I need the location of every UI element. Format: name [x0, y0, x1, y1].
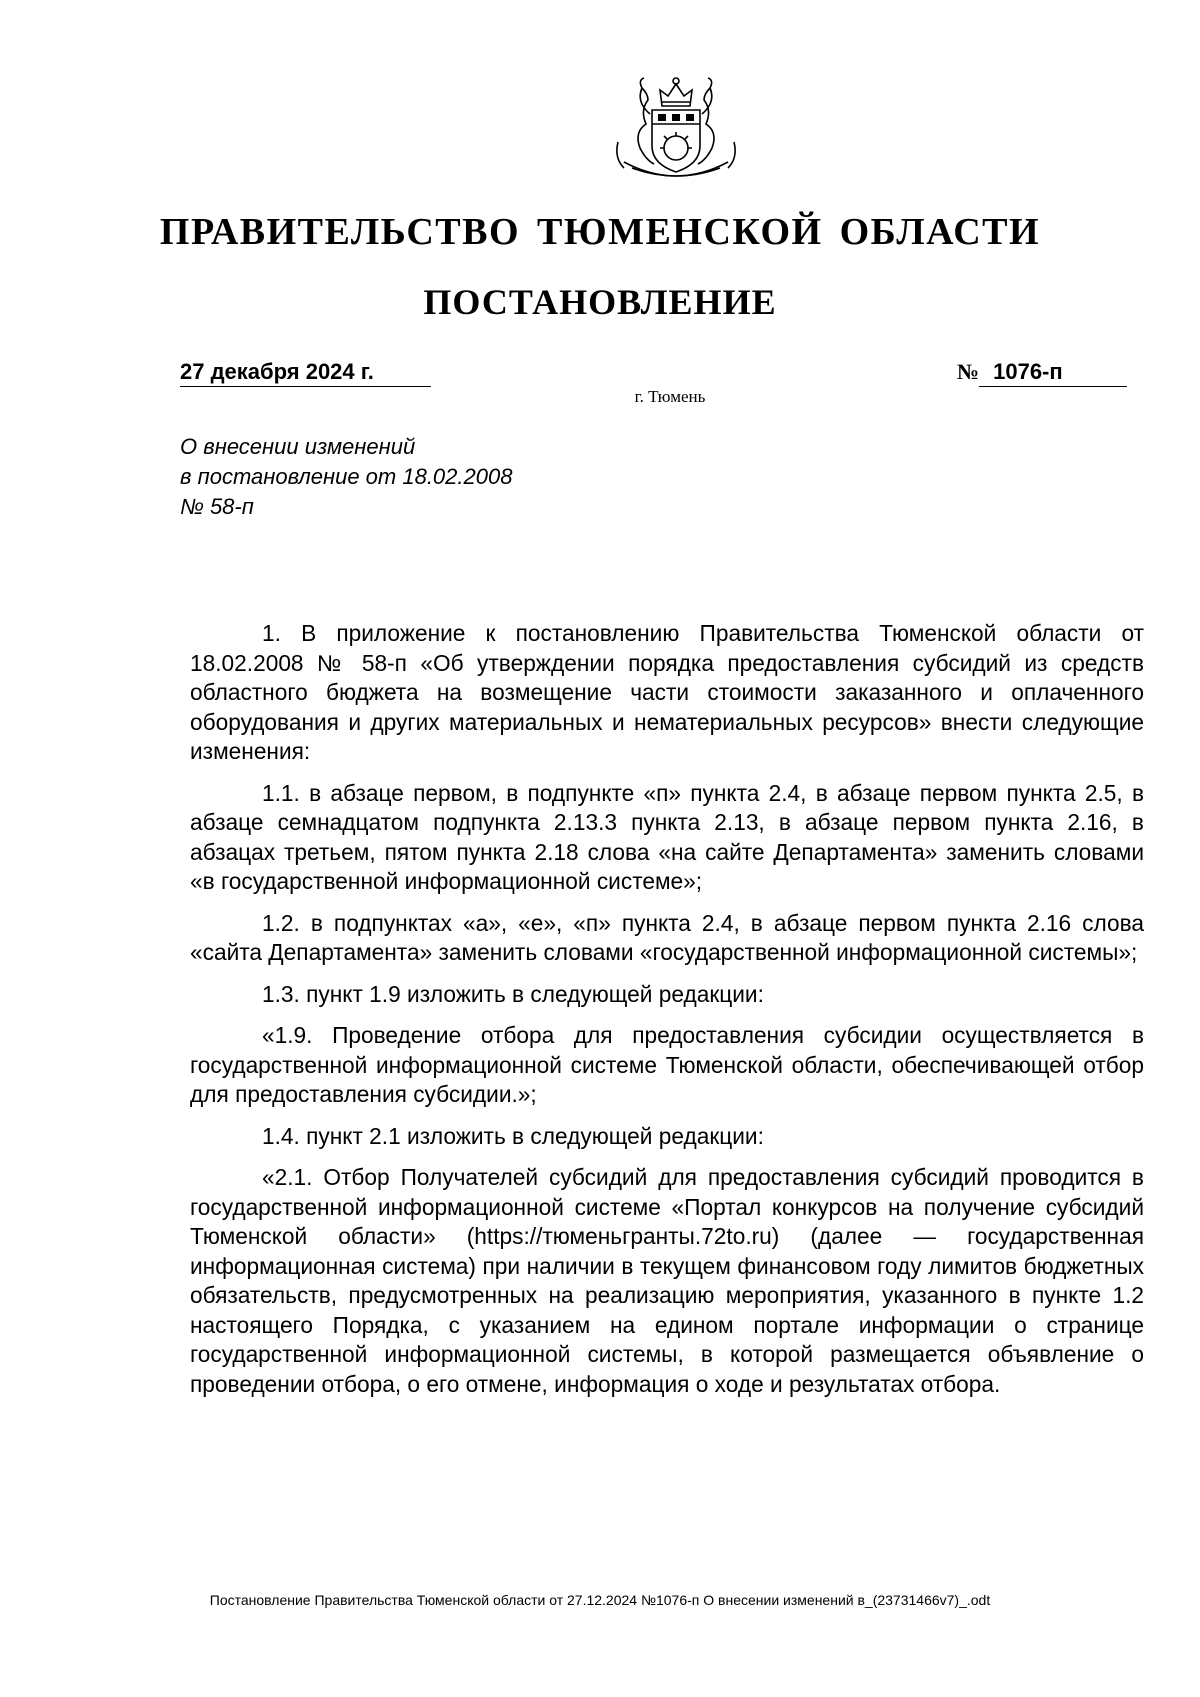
subject-line: в постановление от 18.02.2008 [180, 464, 513, 489]
document-body [190, 619, 1144, 1411]
paragraph: 1. В приложение к постановлению Правительства Тюменской области от 18.02.2008 № 58-п «Об утверждении порядка предоставления субсидий из средств областного бюджета на возмещение части стоимости заказанного и оплаченного оборудования и других материальных и нематериальных ресурсов» внести следующие изменения: [190, 620, 1144, 764]
paragraph: 1.3. пункт 1.9 изложить в следующей редакции: [262, 980, 764, 1007]
number-value: 1076-п [979, 358, 1127, 387]
coat-of-arms-icon [596, 72, 756, 184]
paragraph: 1.2. в подпунктах «а», «е», «п» пункта 2.4, в абзаце первом пункта 2.16 слова «сайта Департамента» заменить словами «государственной информационной системы»; [190, 909, 1144, 965]
government-title: ПРАВИТЕЛЬСТВО ТЮМЕНСКОЙ ОБЛАСТИ [159, 211, 1041, 253]
paragraph: «2.1. Отбор Получателей субсидий для предоставления субсидий проводится в государственной информационной системе «Портал конкурсов на получение субсидий Тюменской области» (https://тюменьгранты.72to.ru) (далее — государственная информационная система) при наличии в текущем финансовом году лимитов бюджетных обязательств, предусмотренных на реализацию мероприятия, указанного в пункте 1.2 настоящего Порядка, с указанием на едином портале информации о странице государственной информационной системы, в которой размещается объявление о проведении отбора, о его отмене, информация о ходе и результатах отбора. [190, 1164, 1144, 1397]
subject-line: № 58-п [180, 494, 254, 519]
document-subject [180, 432, 512, 522]
subject-line: О внесении изменений [180, 434, 416, 459]
paragraph: «1.9. Проведение отбора для предоставления субсидии осуществляется в государственной информационной системе Тюменской области, обеспечивающей отбор для предоставления субсидии.»; [190, 1022, 1144, 1107]
document-date: 27 декабря 2024 г. [180, 358, 431, 387]
file-footer: Постановление Правительства Тюменской области от 27.12.2024 №1076-п О внесении изменений в_(23731466v7)_.odt [209, 1592, 991, 1608]
paragraph: 1.4. пункт 2.1 изложить в следующей редакции: [262, 1122, 764, 1149]
document-number [957, 358, 1127, 387]
number-sign: № [957, 359, 980, 384]
paragraph: 1.1. в абзаце первом, в подпункте «п» пункта 2.4, в абзаце первом пункта 2.5, в абзаце семнадцатом подпункта 2.13.3 пункта 2.13, в абзаце первом пункта 2.16, в абзацах третьем, пятом пункта 2.18 слова «на сайте Департамента» заменить словами «в государственной информационной системе»; [190, 779, 1144, 894]
city: г. Тюмень [634, 387, 706, 406]
document-type: ПОСТАНОВЛЕНИЕ [423, 282, 777, 322]
